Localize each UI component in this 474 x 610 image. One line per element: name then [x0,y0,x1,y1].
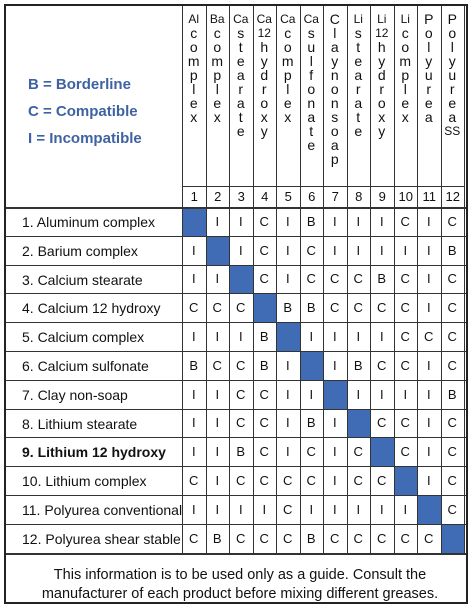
column-header-letter: e [424,95,433,111]
grid-hline [6,553,466,555]
grid-cell: C [424,530,434,546]
grid-cell: C [447,300,457,316]
column-header-letter: u [307,39,316,55]
grid-cell: B [447,242,457,258]
grid-cell: C [424,329,434,345]
column-header-letter: f [309,67,314,83]
grid-cell: I [309,386,314,402]
grid-cell: C [447,357,457,373]
diagonal-cell [207,237,230,265]
row-label: 5. Calcium complex [22,329,145,346]
grid-cell: I [356,329,361,345]
grid-cell: C [377,300,387,316]
grid-cell: I [238,501,243,517]
grid-cell: B [283,300,293,316]
column-header-letter: m [281,53,294,69]
grid-cell: I [262,501,267,517]
column-header-letter: y [378,53,386,69]
column-header-letter: Ca [256,12,272,26]
grid-cell: I [285,242,290,258]
legend-compatible: C = Compatible [28,103,138,120]
column-header-letter: x [260,109,268,125]
column-header-letter: e [307,137,316,153]
grid-vline [464,6,465,553]
grid-cell: C [236,300,246,316]
grid-cell: I [215,501,220,517]
column-header-letter: u [448,67,457,83]
column-header-letter: Li [377,12,387,26]
column-header-letter: p [401,67,410,83]
diagonal-cell [254,294,277,322]
column-header-letter: r [379,81,385,97]
grid-cell: C [330,271,340,287]
grid-cell: I [426,473,431,489]
column-header-letter: h [260,39,269,55]
grid-cell: C [400,271,410,287]
grid-cell: I [379,242,384,258]
grid-cell: I [426,444,431,460]
column-number: 10 [398,189,413,204]
diagonal-cell [277,323,300,351]
grid-cell: I [191,329,196,345]
column-header-letter: Ca [280,12,296,26]
column-header-letter: y [260,123,268,139]
grid-cell: C [306,271,316,287]
grid-cell: I [332,242,337,258]
grid-cell: I [191,415,196,431]
grid-cell: I [332,415,337,431]
row-label: 11. Polyurea conventional [22,502,183,518]
column-header-letter: a [236,95,245,111]
grid-cell: B [353,357,363,373]
column-header-letter: a [330,137,339,153]
column-header-letter: e [401,95,410,111]
grid-cell: I [215,271,220,287]
column-header-letter: x [401,109,409,125]
grid-cell: C [400,357,410,373]
column-header-letter: o [189,39,198,55]
grid-cell: C [447,444,457,460]
grid-cell: I [285,357,290,373]
grid-cell: B [189,357,199,373]
column-number: 5 [284,189,292,204]
diagonal-cell [442,525,465,553]
column-number: 3 [237,189,245,204]
diagonal-cell [418,496,441,524]
column-header-letter: 12 [375,26,389,40]
column-header-letter: e [354,123,363,139]
column-header-letter: e [448,95,457,111]
column-header-letter: y [260,53,268,69]
column-header-letter: r [426,81,432,97]
diagonal-cell [230,266,253,294]
column-header-letter: o [424,25,433,41]
grid-cell: C [447,415,457,431]
column-header-letter: t [238,109,243,125]
column-header-letter: r [261,81,267,97]
grid-cell: I [191,444,196,460]
grid-cell: C [377,357,387,373]
row-label: 2. Barium complex [22,242,138,259]
column-header-letter: l [427,39,431,55]
column-header-letter: r [238,81,244,97]
grid-cell: C [189,300,199,316]
grid-cell: C [353,530,363,546]
column-header [323,12,347,166]
column-header-letter: e [354,53,363,69]
column-header-letter: a [236,67,245,83]
grid-cell: I [215,444,220,460]
column-header-letter: o [283,39,292,55]
column-header-letter: a [424,109,433,125]
grid-cell: I [191,501,196,517]
column-header-letter: y [425,53,433,69]
diagonal-cell [371,438,394,466]
column-header-letter: t [238,39,243,55]
grid-cell: I [356,213,361,229]
grid-cell: C [283,473,293,489]
column-header-letter: p [213,67,222,83]
grid-cell: I [379,501,384,517]
grid-cell: B [212,530,222,546]
footer-note: This information is to be used only as a guide. Consult the manufacturer of each product before mixing different greases. [41,567,439,602]
column-header-letter: t [309,123,314,139]
column-header-letter: o [307,81,316,97]
grid-cell: C [353,473,363,489]
grid-cell: C [400,530,410,546]
grid-cell: C [400,444,410,460]
grid-cell: C [447,213,457,229]
column-header-letter: Ba [209,12,225,26]
grid-cell: I [285,271,290,287]
column-header-letter: o [401,39,410,55]
grid-cell: I [426,357,431,373]
column-header-letter: l [215,81,219,97]
grid-cell: C [283,530,293,546]
column-header-letter: y [448,53,456,69]
grid-cell: C [447,329,457,345]
grid-cell: C [377,415,387,431]
compatibility-chart [4,4,468,604]
legend-borderline: B = Borderline [28,76,131,93]
column-header-letter: r [355,81,361,97]
column-header [206,12,230,124]
grid-cell: I [332,357,337,373]
column-header-letter: a [330,39,339,55]
column-header-letter: x [213,109,221,125]
column-header-letter: l [450,39,454,55]
column-header-letter: r [449,81,455,97]
column-header-letter: 12 [257,26,271,40]
grid-cell: I [238,213,243,229]
row-label: 9. Lithium 12 hydroxy [22,444,166,461]
grid-cell: C [447,501,457,517]
row-label: 4. Calcium 12 hydroxy [22,300,161,317]
grid-cell: I [285,444,290,460]
column-header-letter: e [213,95,222,111]
grid-cell: B [259,357,269,373]
grid-cell: C [400,300,410,316]
column-header-letter: Al [188,12,200,26]
grid-cell: I [215,415,220,431]
column-header-letter: y [331,53,339,69]
grid-cell: I [379,329,384,345]
grid-cell: B [306,530,316,546]
grid-cell: C [236,473,246,489]
grid-cell: B [306,213,316,229]
column-header-letter: t [356,109,361,125]
grid-cell: C [377,473,387,489]
column-header [417,12,441,124]
column-header-letter: d [260,67,269,83]
grid-cell: I [215,473,220,489]
diagonal-cell [324,381,347,409]
row-label: 7. Clay non-soap [22,386,128,403]
grid-cell: C [306,242,316,258]
grid-cell: I [215,329,220,345]
column-header-letter: s [331,109,339,125]
grid-cell: B [447,386,457,402]
column-number: 4 [261,189,269,204]
column-header-letter: c [401,25,409,41]
grid-cell: B [306,415,316,431]
column-header-letter: c [190,25,198,41]
column-header-letter: a [307,109,316,125]
column-header-letter: Ca [233,12,249,26]
column-header-letter: p [330,151,339,167]
grid-cell: C [353,444,363,460]
column-header [253,12,277,138]
grid-cell: I [332,444,337,460]
column-header-letter: o [330,123,339,139]
column-header-letter: x [284,109,292,125]
grid-cell: I [356,386,361,402]
column-header-letter: t [356,39,361,55]
column-header-letter: P [424,11,434,27]
grid-cell: C [212,300,222,316]
column-header-letter: d [377,67,386,83]
diagonal-cell [395,467,418,495]
grid-cell: I [215,213,220,229]
grid-cell: C [236,530,246,546]
grid-cell: C [353,300,363,316]
column-number: 2 [214,189,222,204]
grid-cell: I [332,329,337,345]
column-header [276,12,300,124]
column-number: 11 [422,189,436,204]
row-label: 12. Polyurea shear stable [22,530,181,547]
grid-cell: C [400,415,410,431]
grid-cell: C [259,386,269,402]
row-label: 6. Calcium sulfonate [22,358,149,374]
column-header-letter: o [213,39,222,55]
column-header-letter: Ca [303,12,319,26]
column-header-letter: o [377,95,386,111]
column-header-letter: m [211,53,224,69]
column-header [182,12,206,124]
grid-cell: I [426,386,431,402]
grid-cell: I [191,271,196,287]
grid-cell: C [236,415,246,431]
column-header-letter: l [403,81,407,97]
row-label: 1. Aluminum complex [22,214,156,230]
column-header-letter: l [192,81,196,97]
column-header-letter: p [189,67,198,83]
grid-cell: C [259,530,269,546]
grid-cell: C [330,530,340,546]
column-header-letter: m [187,53,200,69]
column-header-letter: n [307,95,316,111]
column-header-letter: l [286,81,290,97]
diagonal-cell [301,352,324,380]
grid-cell: C [259,444,269,460]
grid-cell: I [285,386,290,402]
grid-cell: I [379,386,384,402]
column-number: 6 [308,189,316,204]
column-header [229,12,253,138]
column-header-letter: n [330,67,339,83]
column-header-letter: c [213,25,221,41]
grid-hline [182,186,464,187]
column-header-letter: x [378,109,386,125]
row-label: 3. Calcium stearate [22,271,143,288]
column-header-letter: a [354,95,363,111]
grid-cell: I [426,213,431,229]
grid-cell: C [189,473,199,489]
grid-cell: C [259,213,269,229]
grid-cell: I [403,242,408,258]
column-header-letter: s [307,25,315,41]
grid-cell: C [447,271,457,287]
column-header-letter: SS [444,124,461,138]
grid-cell: I [285,415,290,431]
grid-cell: C [236,386,246,402]
grid-cell: I [403,501,408,517]
grid-cell: I [403,386,408,402]
grid-cell: C [400,213,410,229]
grid-cell: C [189,530,199,546]
column-header-letter: e [236,53,245,69]
grid-cell: I [356,242,361,258]
column-header [347,12,371,138]
grid-cell: B [377,271,387,287]
column-header-letter: l [309,53,313,69]
grid-cell: I [332,213,337,229]
column-header-letter: l [333,25,337,41]
column-header-letter: o [330,81,339,97]
grid-cell: I [332,473,337,489]
grid-cell: C [259,271,269,287]
column-header [394,12,418,124]
column-header-letter: e [189,95,198,111]
column-header-letter: y [378,123,386,139]
column-header [441,12,465,138]
column-header-letter: Li [353,12,363,26]
column-header-letter: a [354,67,363,83]
grid-cell: C [377,530,387,546]
grid-cell: I [309,501,314,517]
legend-incompatible: I = Incompatible [28,130,142,147]
column-number: 7 [331,189,339,204]
column-number: 12 [445,189,460,204]
grid-cell: B [259,329,269,345]
grid-cell: I [426,415,431,431]
column-number: 8 [355,189,363,204]
row-label: 8. Lithium stearate [22,415,138,432]
grid-cell: C [447,473,457,489]
grid-cell: C [236,357,246,373]
grid-cell: C [330,300,340,316]
column-header-letter: o [448,25,457,41]
grid-cell: C [259,415,269,431]
column-header-letter: u [424,67,433,83]
column-header [300,12,324,152]
grid-cell: I [332,501,337,517]
column-header-letter: a [448,109,457,125]
grid-cell: I [238,329,243,345]
column-header-letter: s [237,25,245,41]
diagonal-cell [183,208,206,236]
grid-cell: I [285,213,290,229]
grid-cell: C [400,329,410,345]
row-label: 10. Lithium complex [22,473,147,490]
grid-cell: C [353,271,363,287]
column-header-letter: e [283,95,292,111]
grid-cell: I [309,329,314,345]
column-header-letter: o [260,95,269,111]
grid-cell: C [259,473,269,489]
column-header-letter: h [377,39,386,55]
column-header [370,12,394,138]
column-header-letter: Li [400,12,410,26]
column-header-letter: e [236,123,245,139]
column-header-letter: P [447,11,457,27]
grid-cell: I [215,386,220,402]
grid-cell: I [191,386,196,402]
grid-cell: C [306,444,316,460]
column-header-letter: x [190,109,198,125]
grid-cell: I [238,242,243,258]
diagonal-cell [348,410,371,438]
grid-cell: B [236,444,246,460]
grid-cell: I [191,242,196,258]
grid-cell: I [426,300,431,316]
grid-cell: C [283,501,293,517]
column-number: 9 [378,189,386,204]
grid-cell: I [426,271,431,287]
column-number: 1 [190,189,198,204]
grid-cell: C [212,357,222,373]
grid-cell: C [306,473,316,489]
grid-cell: I [426,242,431,258]
column-header-letter: C [329,11,340,27]
grid-cell: I [356,501,361,517]
grid-cell: B [306,300,316,316]
column-header-letter: p [283,67,292,83]
column-header-letter: c [284,25,292,41]
grid-cell: C [259,242,269,258]
grid-cell: I [379,213,384,229]
column-header-letter: m [399,53,412,69]
column-header-letter: n [330,95,339,111]
column-header-letter: s [354,25,362,41]
